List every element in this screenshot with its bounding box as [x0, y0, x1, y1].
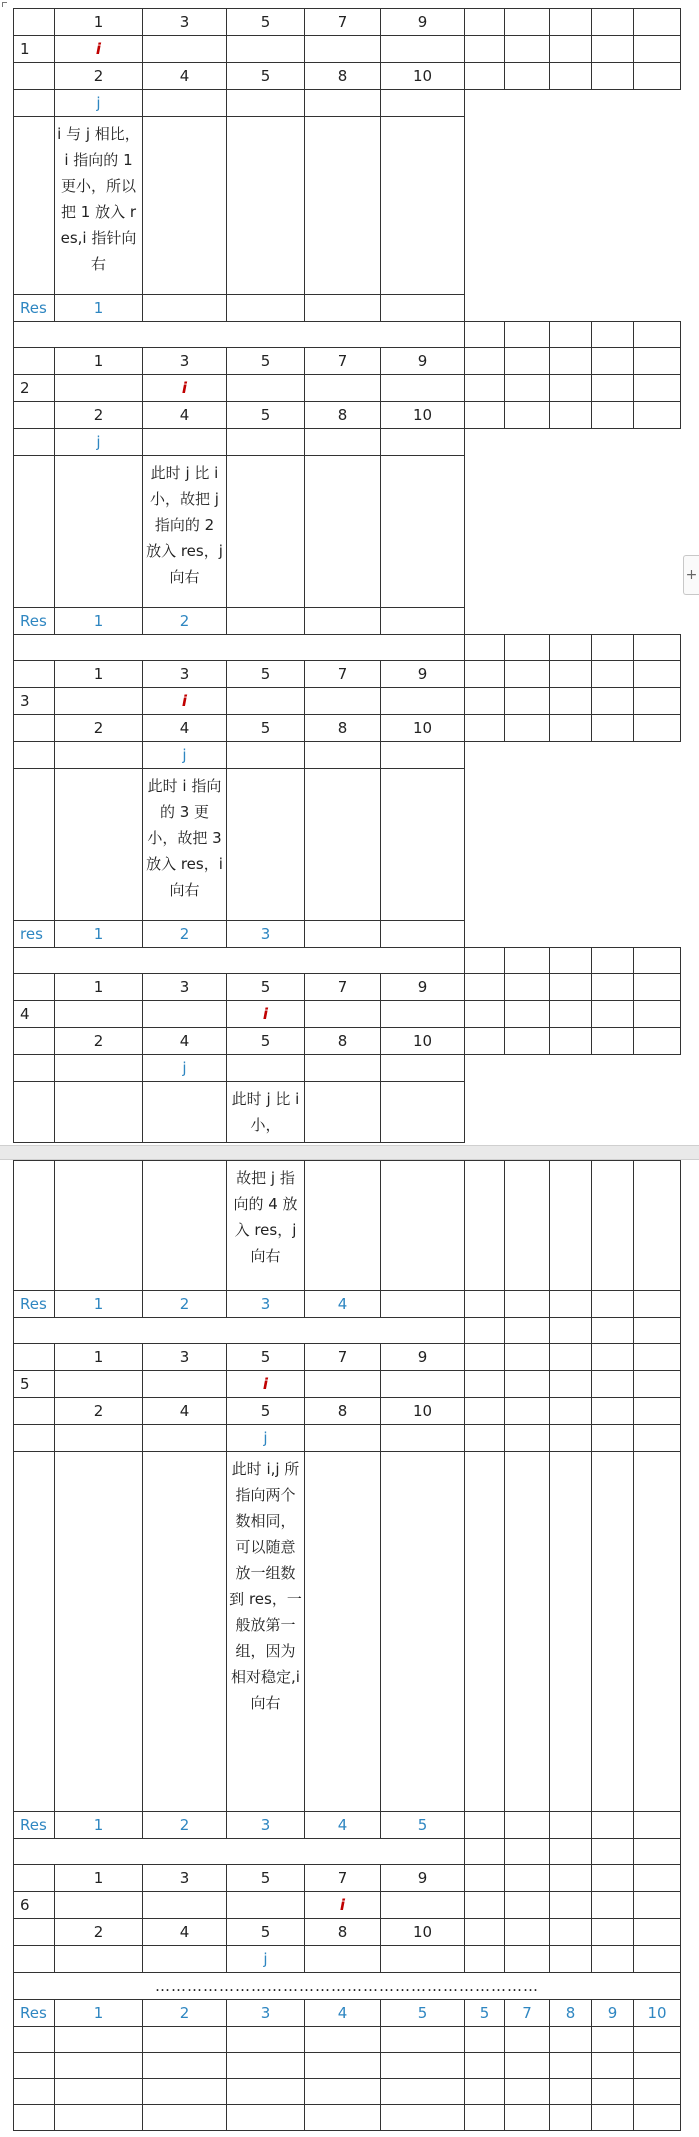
array-b-cell: 2: [55, 1028, 143, 1055]
res-value: 4: [305, 1812, 381, 1839]
pointer-j-row: [14, 429, 681, 456]
merge-steps-table-page-1: [13, 8, 681, 1143]
pointer-j-marker: j: [55, 90, 143, 117]
note-row: [14, 1452, 681, 1812]
array-a-cell: 7: [305, 661, 381, 688]
res-label: Res: [14, 2000, 55, 2027]
empty-row: [14, 2079, 681, 2105]
array-a-cell: 9: [381, 1344, 465, 1371]
step-number: 2: [14, 375, 55, 402]
spacer-row: [14, 1839, 681, 1865]
res-value: 4: [305, 1291, 381, 1318]
empty-row: [14, 2027, 681, 2053]
array-b-cell: 10: [381, 715, 465, 742]
res-value: 5: [381, 1812, 465, 1839]
array-b-cell: 5: [227, 1919, 305, 1946]
array-b-cell: 2: [55, 402, 143, 429]
array-b-cell: 8: [305, 63, 381, 90]
step-number: 4: [14, 1001, 55, 1028]
pointer-i-row: [14, 1001, 681, 1028]
res-value: 2: [143, 921, 227, 948]
array-b-cell: 2: [55, 715, 143, 742]
res-row: [14, 1812, 681, 1839]
array-b-row: [14, 715, 681, 742]
pointer-j-marker: j: [227, 1946, 305, 1973]
array-b-row: [14, 1919, 681, 1946]
spacer-row: [14, 948, 681, 974]
array-a-cell: 9: [381, 974, 465, 1001]
array-b-cell: 5: [227, 402, 305, 429]
array-a-row: [14, 1344, 681, 1371]
step-note: i 与 j 相比，i 指向的 1 更小，所以把 1 放入 res,i 指针向右: [55, 117, 143, 295]
array-b-row: [14, 1028, 681, 1055]
array-a-cell: 1: [55, 1865, 143, 1892]
note-row: [14, 1082, 681, 1143]
array-a-cell: 1: [55, 348, 143, 375]
array-b-cell: 10: [381, 402, 465, 429]
res-value: 2: [143, 608, 227, 635]
array-a-cell: 9: [381, 1865, 465, 1892]
array-b-cell: 2: [55, 63, 143, 90]
res-row: [14, 1291, 681, 1318]
array-b-cell: 8: [305, 1398, 381, 1425]
array-a-cell: 3: [143, 974, 227, 1001]
array-a-row: [14, 974, 681, 1001]
final-res-value: 5: [381, 2000, 465, 2027]
array-a-row: [14, 1865, 681, 1892]
pointer-i-row: [14, 36, 681, 63]
array-b-cell: 2: [55, 1398, 143, 1425]
res-label: Res: [14, 295, 55, 322]
final-res-value: 3: [227, 2000, 305, 2027]
spacer-row: [14, 635, 681, 661]
step-note: 故把 j 指向的 4 放入 res，j 向右: [227, 1161, 305, 1291]
final-res-value: 10: [634, 2000, 681, 2027]
pointer-i-row: [14, 375, 681, 402]
array-a-cell: 5: [227, 974, 305, 1001]
res-value: 1: [55, 1812, 143, 1839]
array-a-row: [14, 661, 681, 688]
array-a-cell: 3: [143, 9, 227, 36]
document-page-2: [0, 1160, 699, 2137]
spacer-row: [14, 1318, 681, 1344]
note-row: [14, 1161, 681, 1291]
pointer-j-row: [14, 1055, 681, 1082]
array-a-cell: 5: [227, 9, 305, 36]
array-a-cell: 1: [55, 9, 143, 36]
array-b-cell: 5: [227, 1398, 305, 1425]
merge-steps-table-page-2: [13, 1160, 681, 2131]
res-value: 1: [55, 921, 143, 948]
res-label: Res: [14, 608, 55, 635]
ellipsis-row: [14, 1973, 681, 2000]
array-b-cell: 8: [305, 1919, 381, 1946]
step-number: 3: [14, 688, 55, 715]
array-a-cell: 7: [305, 9, 381, 36]
page-break: [0, 1145, 699, 1160]
res-row: [14, 921, 681, 948]
array-b-cell: 8: [305, 402, 381, 429]
pointer-j-marker: j: [227, 1425, 305, 1452]
array-a-cell: 9: [381, 348, 465, 375]
array-b-cell: 4: [143, 63, 227, 90]
pointer-i-marker: i: [55, 36, 143, 63]
step-number: 1: [14, 36, 55, 63]
final-res-value: 2: [143, 2000, 227, 2027]
array-a-cell: 3: [143, 348, 227, 375]
array-a-cell: 9: [381, 661, 465, 688]
res-value: 2: [143, 1291, 227, 1318]
array-b-cell: 10: [381, 1919, 465, 1946]
array-a-cell: 3: [143, 661, 227, 688]
array-a-cell: 1: [55, 974, 143, 1001]
spacer-row: [14, 322, 681, 348]
pointer-j-row: [14, 90, 681, 117]
array-a-cell: 1: [55, 661, 143, 688]
final-res-row: [14, 2000, 681, 2027]
array-b-cell: 8: [305, 715, 381, 742]
array-b-cell: 2: [55, 1919, 143, 1946]
step-note: 此时 j 比 i 小，: [227, 1082, 305, 1143]
pointer-i-marker: i: [143, 688, 227, 715]
res-value: 3: [227, 1291, 305, 1318]
array-b-row: [14, 402, 681, 429]
pointer-i-row: [14, 688, 681, 715]
array-a-cell: 5: [227, 348, 305, 375]
final-res-value: 1: [55, 2000, 143, 2027]
res-value: 3: [227, 921, 305, 948]
array-b-cell: 4: [143, 402, 227, 429]
pointer-j-marker: j: [143, 742, 227, 769]
empty-row: [14, 2053, 681, 2079]
array-a-cell: 5: [227, 1344, 305, 1371]
pointer-j-row: [14, 742, 681, 769]
pointer-j-row: [14, 1425, 681, 1452]
ellipsis-text: ………………………………………………………………: [14, 1973, 681, 2000]
final-res-value: 4: [305, 2000, 381, 2027]
array-a-cell: 5: [227, 661, 305, 688]
step-note: 此时 i 指向的 3 更小，故把 3 放入 res，i 向右: [143, 769, 227, 921]
array-a-cell: 7: [305, 974, 381, 1001]
array-b-cell: 5: [227, 1028, 305, 1055]
step-note: 此时 j 比 i 小，故把 j 指向的 2 放入 res，j 向右: [143, 456, 227, 608]
note-row: [14, 769, 681, 921]
final-res-value: 8: [550, 2000, 592, 2027]
array-a-cell: 5: [227, 1865, 305, 1892]
note-row: [14, 456, 681, 608]
step-note: 此时 i,j 所指向两个数相同，可以随意放一组数到 res，一般放第一组，因为相对稳定,i 向右: [227, 1452, 305, 1812]
res-label: Res: [14, 1291, 55, 1318]
res-value: 3: [227, 1812, 305, 1839]
pointer-i-marker: i: [143, 375, 227, 402]
res-value: 2: [143, 1812, 227, 1839]
res-label: Res: [14, 1812, 55, 1839]
pointer-i-marker: i: [227, 1001, 305, 1028]
pointer-i-marker: i: [227, 1371, 305, 1398]
note-row: [14, 117, 681, 295]
res-value: 1: [55, 608, 143, 635]
pointer-j-marker: j: [55, 429, 143, 456]
array-b-cell: 10: [381, 1028, 465, 1055]
final-res-value: 9: [592, 2000, 634, 2027]
array-b-cell: 10: [381, 1398, 465, 1425]
array-b-cell: 5: [227, 715, 305, 742]
step-number: 6: [14, 1892, 55, 1919]
array-b-cell: 5: [227, 63, 305, 90]
array-a-cell: 3: [143, 1865, 227, 1892]
final-res-value: 7: [505, 2000, 550, 2027]
res-value: 1: [55, 295, 143, 322]
res-row: [14, 608, 681, 635]
array-a-cell: 7: [305, 1865, 381, 1892]
array-a-cell: 7: [305, 348, 381, 375]
pointer-i-row: [14, 1371, 681, 1398]
array-b-cell: 4: [143, 1398, 227, 1425]
array-a-cell: 1: [55, 1344, 143, 1371]
array-a-cell: 3: [143, 1344, 227, 1371]
pointer-j-row: [14, 1946, 681, 1973]
add-side-tab[interactable]: +: [683, 555, 699, 595]
res-row: [14, 295, 681, 322]
array-a-row: [14, 9, 681, 36]
array-b-cell: 10: [381, 63, 465, 90]
pointer-i-marker: i: [305, 1892, 381, 1919]
array-b-cell: 4: [143, 1028, 227, 1055]
res-value: 1: [55, 1291, 143, 1318]
pointer-j-marker: j: [143, 1055, 227, 1082]
array-a-cell: 9: [381, 9, 465, 36]
array-b-cell: 4: [143, 1919, 227, 1946]
pointer-i-row: [14, 1892, 681, 1919]
array-b-cell: 8: [305, 1028, 381, 1055]
res-label: res: [14, 921, 55, 948]
array-a-row: [14, 348, 681, 375]
array-b-row: [14, 63, 681, 90]
array-b-cell: 4: [143, 715, 227, 742]
array-b-row: [14, 1398, 681, 1425]
final-res-value: 5: [465, 2000, 505, 2027]
step-number: 5: [14, 1371, 55, 1398]
array-a-cell: 7: [305, 1344, 381, 1371]
page-corner-mark: [2, 2, 7, 7]
empty-row: [14, 2105, 681, 2131]
